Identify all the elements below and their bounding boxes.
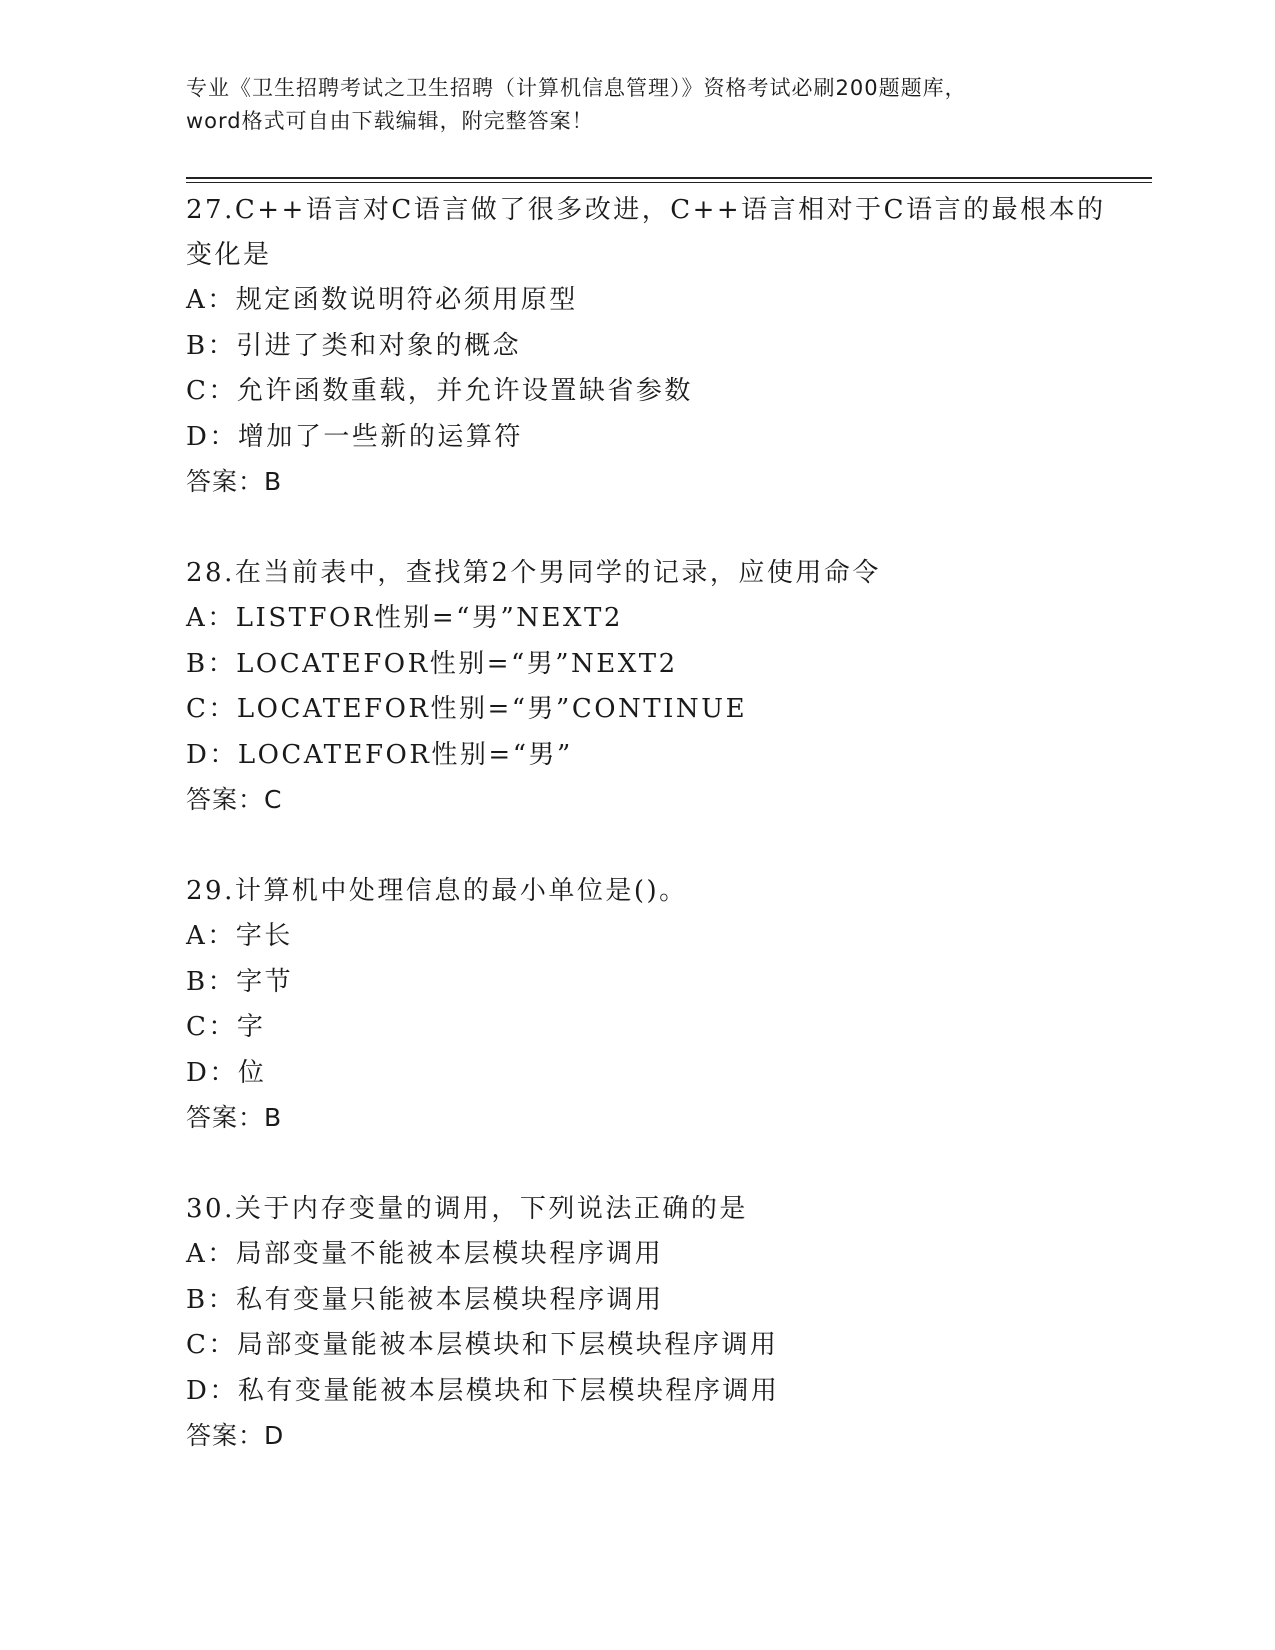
answer: 答案：C	[186, 785, 283, 814]
question-28	[186, 551, 1106, 822]
question-27	[186, 188, 1106, 504]
option-d: D：私有变量能被本层模块和下层模块程序调用	[186, 1375, 780, 1406]
question-stem: 29.计算机中处理信息的最小单位是()。	[186, 876, 688, 906]
option-c: C：允许函数重载，并允许设置缺省参数	[186, 376, 693, 406]
answer: 答案：B	[186, 1103, 283, 1132]
header-divider	[186, 177, 1152, 183]
option-d: D：增加了一些新的运算符	[186, 421, 523, 452]
question-30	[186, 1187, 1106, 1458]
option-a: A：局部变量不能被本层模块程序调用	[186, 1239, 664, 1269]
option-b: B：私有变量只能被本层模块程序调用	[186, 1284, 664, 1315]
option-a: A：LISTFOR性别=“男”NEXT2	[186, 603, 623, 633]
document-header	[186, 72, 1066, 138]
header-line-2: word格式可自由下载编辑，附完整答案！	[186, 109, 594, 133]
option-a: A：字长	[186, 921, 293, 951]
question-stem: 27.C++语言对C语言做了很多改进，C++语言相对于C语言的最根本的	[186, 195, 1106, 225]
option-b: B：LOCATEFOR性别=“男”NEXT2	[186, 648, 678, 679]
option-b: B：字节	[186, 966, 294, 997]
option-c: C：LOCATEFOR性别=“男”CONTINUE	[186, 694, 748, 724]
option-b: B：引进了类和对象的概念	[186, 330, 522, 361]
question-list	[186, 188, 1106, 1505]
option-a: A：规定函数说明符必须用原型	[186, 285, 578, 315]
option-c: C：局部变量能被本层模块和下层模块程序调用	[186, 1330, 779, 1360]
option-d: D：位	[186, 1057, 267, 1088]
header-line-1: 专业《卫生招聘考试之卫生招聘（计算机信息管理）》资格考试必刷200题题库，	[186, 76, 967, 100]
answer: 答案：D	[186, 1421, 285, 1450]
answer: 答案：B	[186, 467, 283, 496]
question-stem-continued: 变化是	[186, 240, 272, 270]
question-29	[186, 869, 1106, 1140]
option-c: C：字	[186, 1012, 266, 1042]
question-stem: 28.在当前表中，查找第2个男同学的记录，应使用命令	[186, 558, 881, 588]
option-d: D：LOCATEFOR性别=“男”	[186, 739, 573, 770]
question-stem: 30.关于内存变量的调用，下列说法正确的是	[186, 1194, 748, 1224]
